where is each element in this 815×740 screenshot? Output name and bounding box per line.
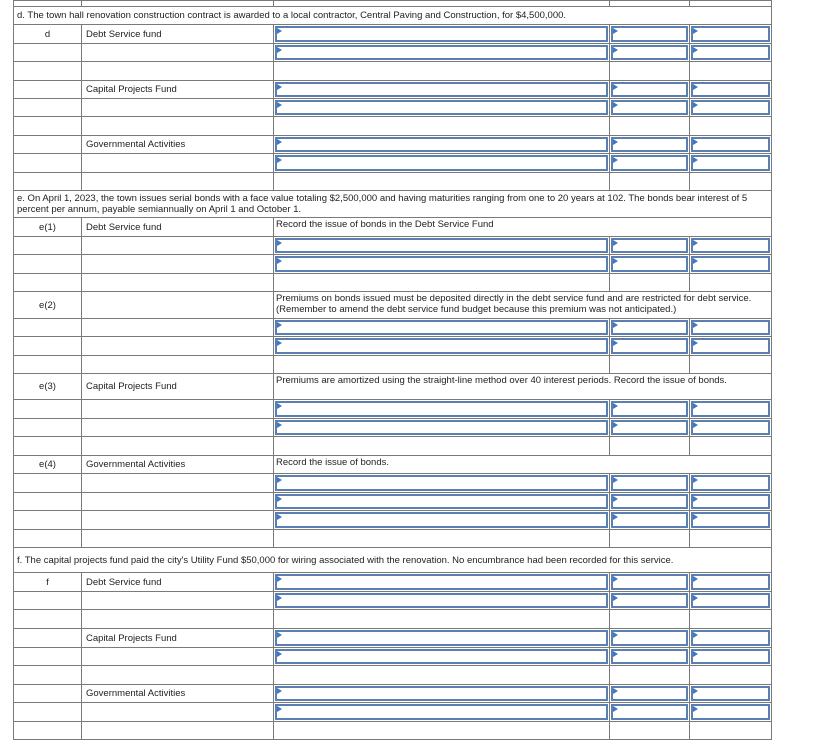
debit-input[interactable] [613,422,686,433]
table-row [14,319,772,337]
credit-input[interactable] [693,240,768,251]
table-row [14,493,772,511]
credit-input[interactable] [693,258,768,270]
table-row [14,237,772,255]
debit-input[interactable] [613,651,686,662]
table-row [14,610,772,629]
transaction-description-row [14,7,772,25]
table-row [14,474,772,493]
entry-ref: e(3) [14,374,82,400]
debit-input[interactable] [613,84,686,95]
account-input[interactable] [277,514,606,526]
table-row [14,703,772,722]
debit-input[interactable] [613,496,686,507]
entry-ref: e(4) [14,456,82,474]
account-input[interactable] [277,139,606,150]
account-input[interactable] [277,576,606,588]
transaction-e-description: e. On April 1, 2023, the town issues serial bonds with a face value totaling $2,500,000 and having maturities ranging from one to 20 years at 102. The bonds bear interest of 5 percent per annum, payable semiannually on April 1 and October 1. [14,191,772,218]
table-row [14,274,772,292]
account-input[interactable] [277,28,606,40]
debit-input[interactable] [613,240,686,251]
debit-input[interactable] [613,157,686,169]
credit-input[interactable] [693,688,768,699]
table-row [14,629,772,648]
table-row [14,648,772,666]
account-input[interactable] [277,422,606,433]
debit-input[interactable] [613,340,686,352]
table-row [14,356,772,374]
credit-input[interactable] [693,595,768,606]
table-row [14,44,772,62]
account-input[interactable] [277,258,606,270]
debit-input[interactable] [613,688,686,699]
transaction-description-row [14,548,772,573]
account-input[interactable] [277,47,606,58]
entry-instruction: Premiums on bonds issued must be deposited directly in the debt service fund and are restricted for debt service. (Remember to amend the debt service fund budget because this premium was not anticipated.) [274,292,772,319]
account-input[interactable] [277,477,606,489]
table-row [14,685,772,703]
account-input[interactable] [277,496,606,507]
account-input[interactable] [277,632,606,644]
debit-cell [610,25,690,44]
credit-input[interactable] [693,139,768,150]
table-row [14,337,772,356]
account-cell [274,25,610,44]
entry-ref: d [14,25,82,44]
credit-input[interactable] [693,102,768,113]
account-input[interactable] [277,651,606,662]
debit-input[interactable] [613,514,686,526]
table-row [14,666,772,685]
transaction-description-row [14,191,772,218]
entry-instruction: Record the issue of bonds. [274,456,772,474]
credit-input[interactable] [693,632,768,644]
table-row [14,173,772,191]
table-row [14,292,772,319]
table-row [14,530,772,548]
account-input[interactable] [277,403,606,415]
entry-ref: f [14,573,82,592]
credit-input[interactable] [693,403,768,415]
fund-label: Capital Projects Fund [82,374,274,400]
fund-label [82,292,274,319]
credit-input[interactable] [693,477,768,489]
table-row [14,437,772,456]
table-row [14,25,772,44]
fund-label: Governmental Activities [82,685,274,703]
account-input[interactable] [277,102,606,113]
account-input[interactable] [277,84,606,95]
debit-input[interactable] [613,632,686,644]
entry-instruction: Premiums are amortized using the straight-line method over 40 interest periods. Record the issue of bonds. [274,374,772,400]
table-row [14,62,772,81]
table-row [14,511,772,530]
account-input[interactable] [277,157,606,169]
fund-label: Debt Service fund [82,218,274,237]
debit-input[interactable] [613,139,686,150]
table-row [14,456,772,474]
table-row [14,81,772,99]
debit-input[interactable] [613,47,686,58]
debit-input[interactable] [613,595,686,606]
table-row [14,592,772,610]
table-row [14,154,772,173]
table-row [14,117,772,136]
credit-input[interactable] [693,322,768,333]
credit-input[interactable] [693,651,768,662]
fund-label: Capital Projects Fund [82,629,274,648]
transaction-d-description: d. The town hall renovation construction contract is awarded to a local contractor, Central Paving and Construction, for $4,500,000. [14,7,772,25]
debit-input[interactable] [613,322,686,333]
table-row [14,218,772,237]
fund-label: Debt Service fund [82,573,274,592]
entry-ref: e(1) [14,218,82,237]
table-row [14,99,772,117]
table-row [14,573,772,592]
credit-input[interactable] [693,576,768,588]
fund-label: Debt Service fund [82,25,274,44]
account-input[interactable] [277,595,606,606]
table-row [14,136,772,154]
table-row [14,419,772,437]
table-row [14,722,772,740]
credit-input[interactable] [693,706,768,718]
debit-input[interactable] [613,477,686,489]
fund-label: Governmental Activities [82,136,274,154]
table-row [14,255,772,274]
credit-input[interactable] [693,84,768,95]
account-input[interactable] [277,322,606,333]
credit-input[interactable] [693,47,768,58]
credit-input[interactable] [693,157,768,169]
fund-label: Governmental Activities [82,456,274,474]
transaction-f-description: f. The capital projects fund paid the city's Utility Fund $50,000 for wiring associated with the renovation. No encumbrance had been recorded for this service. [14,548,772,573]
debit-input[interactable] [613,403,686,415]
account-input[interactable] [277,240,606,251]
account-input[interactable] [277,688,606,699]
debit-input[interactable] [613,576,686,588]
debit-input[interactable] [613,102,686,113]
debit-input[interactable] [613,706,686,718]
account-input[interactable] [277,706,606,718]
debit-input[interactable] [613,28,686,40]
credit-cell [690,25,772,44]
credit-input[interactable] [693,28,768,40]
credit-input[interactable] [693,340,768,352]
account-input[interactable] [277,340,606,352]
table-row [14,374,772,400]
journal-entry-table [13,0,772,740]
entry-ref: e(2) [14,292,82,319]
credit-input[interactable] [693,496,768,507]
credit-input[interactable] [693,514,768,526]
fund-label: Capital Projects Fund [82,81,274,99]
table-row [14,400,772,419]
credit-input[interactable] [693,422,768,433]
debit-input[interactable] [613,258,686,270]
entry-instruction: Record the issue of bonds in the Debt Service Fund [274,218,772,237]
